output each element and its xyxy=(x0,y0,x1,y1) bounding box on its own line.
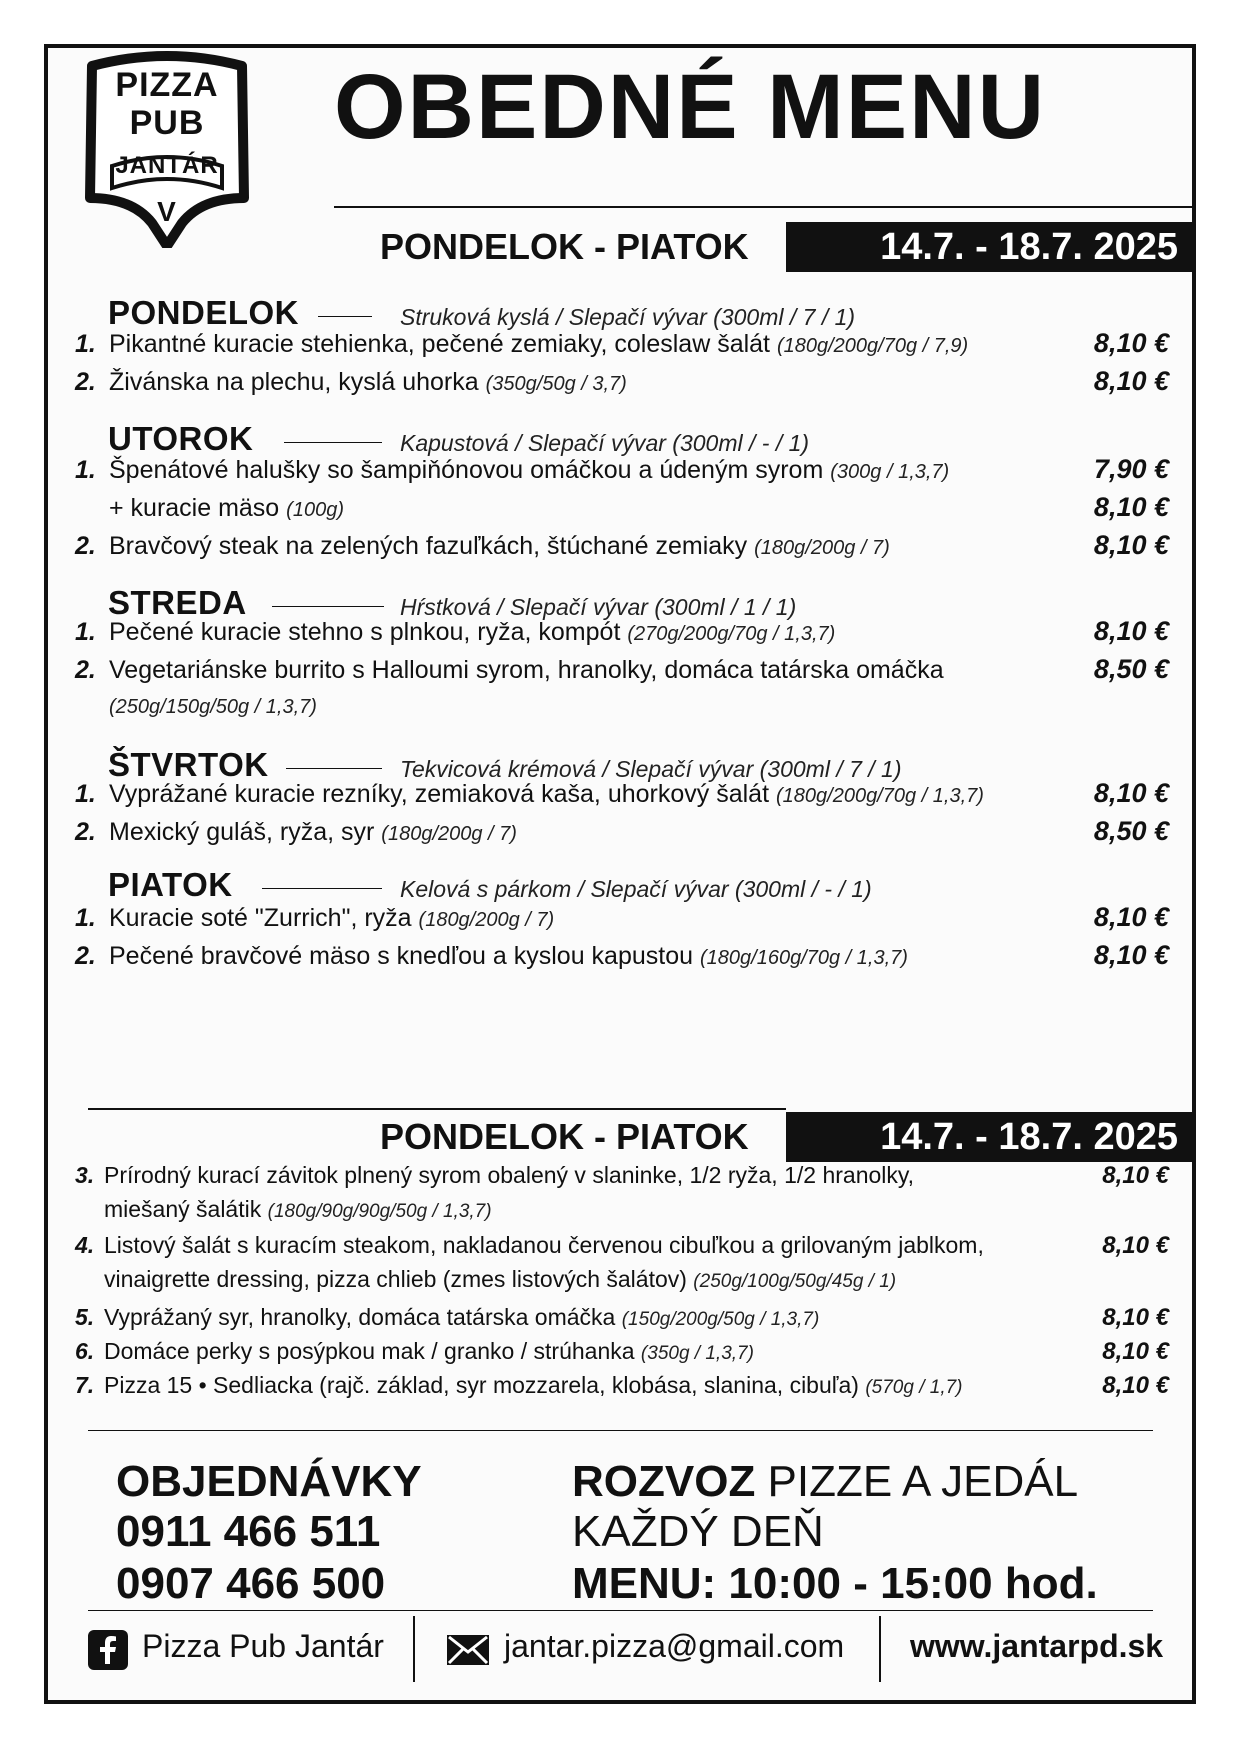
item-number: 2. xyxy=(75,818,96,846)
dish-name xyxy=(109,532,890,561)
dish-price: 8,10 € xyxy=(1102,1162,1169,1189)
dish-name xyxy=(104,1232,984,1259)
dish-name xyxy=(109,942,908,971)
orders-phone-1[interactable]: 0911 466 511 xyxy=(116,1507,381,1556)
dish-name-continued xyxy=(104,1266,896,1293)
delivery-bold: ROZVOZ xyxy=(572,1457,756,1506)
orders-phone-2[interactable]: 0907 466 500 xyxy=(116,1559,386,1608)
delivery-line-2: KAŽDÝ DEŇ xyxy=(572,1507,824,1556)
weekly-range: PONDELOK - PIATOK xyxy=(380,1116,749,1157)
dish-price: 7,90 € xyxy=(1093,454,1169,484)
website-link[interactable]: www.jantarpd.sk xyxy=(910,1628,1164,1664)
dish-title: Bravčový steak na zelených fazuľkách, štúchané zemiaky xyxy=(109,532,748,560)
dish-title: Pečené kuracie stehno s plnkou, ryža, kompót xyxy=(109,618,621,646)
dish-title: Prírodný kurací závitok plnený syrom obalený v slaninke, 1/2 ryža, 1/2 hranolky, xyxy=(104,1162,915,1188)
weekly-dates: 14.7. - 18.7. 2025 xyxy=(786,1112,1196,1162)
dish-title: Listový šalát s kuracím steakom, nakladanou červenou cibuľkou a grilovaným jablkom, xyxy=(104,1232,984,1258)
dish-meta: (180g/200g/70g / 1,3,7) xyxy=(775,785,984,807)
soup-of-the-day: Struková kyslá / Slepačí vývar (300ml / 7 / 1) xyxy=(400,304,856,330)
dish-meta: (350g / 1,3,7) xyxy=(640,1343,754,1364)
facebook-link[interactable]: Pizza Pub Jantár xyxy=(142,1628,384,1664)
dish-meta: (250g/100g/50g/45g / 1) xyxy=(693,1271,897,1292)
soup-of-the-day: Kelová s párkom / Slepačí vývar (300ml / - / 1) xyxy=(400,876,872,902)
pizza-pub-jantar-logo xyxy=(72,48,262,248)
dish-title: Vegetariánske burrito s Halloumi syrom, hranolky, domáca tatárska omáčka xyxy=(109,656,944,684)
day-name: PIATOK xyxy=(108,866,233,903)
dish-price: 8,10 € xyxy=(1102,1372,1169,1399)
item-number: 2. xyxy=(75,942,96,970)
soup-of-the-day: Kapustová / Slepačí vývar (300ml / - / 1) xyxy=(400,430,810,456)
dish-price: 8,10 € xyxy=(1102,1338,1169,1365)
dish-meta: (180g/90g/90g/50g / 1,3,7) xyxy=(267,1201,492,1222)
page-title: OBEDNÉ MENU xyxy=(334,56,1047,158)
dish-price: 8,10 € xyxy=(1102,1304,1169,1331)
item-number: 1. xyxy=(75,618,96,646)
item-number: 5. xyxy=(75,1304,95,1330)
dish-name xyxy=(109,494,344,523)
dish-price: 8,10 € xyxy=(1102,1232,1169,1259)
dish-meta: (180g/200g / 7) xyxy=(381,823,517,845)
delivery-hours: MENU: 10:00 - 15:00 hod. xyxy=(572,1559,1098,1608)
footer-separator-2 xyxy=(879,1616,881,1682)
dish-title: Vyprážaný syr, hranolky, domáca tatárska omáčka xyxy=(104,1304,616,1330)
dish-name xyxy=(109,780,984,809)
dish-price: 8,10 € xyxy=(1093,778,1169,808)
day-separator-line xyxy=(286,768,382,769)
dish-name xyxy=(109,368,627,397)
dish-name xyxy=(104,1304,819,1331)
logo-pub: PUB xyxy=(129,104,205,142)
dish-name xyxy=(104,1162,914,1189)
title-rule xyxy=(334,206,1196,208)
dish-name xyxy=(104,1338,754,1365)
day-separator-line xyxy=(262,888,382,889)
footer-rule xyxy=(88,1610,1153,1611)
dish-price: 8,10 € xyxy=(1093,940,1169,970)
dish-name xyxy=(109,456,949,485)
item-number: 1. xyxy=(75,904,96,932)
dish-meta: (570g / 1,7) xyxy=(865,1377,963,1398)
dish-name xyxy=(104,1372,963,1399)
day-separator-line xyxy=(272,606,384,607)
item-number: 3. xyxy=(75,1162,95,1188)
dish-title: Živánska na plechu, kyslá uhorka xyxy=(109,368,479,396)
item-number: 1. xyxy=(75,330,96,358)
dish-price: 8,10 € xyxy=(1093,616,1169,646)
dish-price: 8,10 € xyxy=(1093,492,1169,522)
dish-title: Pečené bravčové mäso s knedľou a kyslou kapustou xyxy=(109,942,694,970)
item-number: 1. xyxy=(75,780,96,808)
dish-meta: (300g / 1,3,7) xyxy=(830,461,950,483)
dish-name xyxy=(109,818,517,847)
footer-separator-1 xyxy=(413,1616,415,1682)
envelope-icon[interactable] xyxy=(446,1634,490,1671)
delivery-rest: PIZZE A JEDÁL xyxy=(755,1457,1079,1506)
dish-title: Pikantné kuracie stehienka, pečené zemiaky, coleslaw šalát xyxy=(109,330,770,358)
logo-v: V xyxy=(157,196,177,227)
dish-price: 8,10 € xyxy=(1093,328,1169,358)
logo-jantar: JANTÁR xyxy=(115,152,219,179)
item-number: 2. xyxy=(75,368,96,396)
facebook-icon[interactable] xyxy=(88,1630,128,1675)
dish-name xyxy=(109,904,554,933)
dish-title: Pizza 15 • Sedliacka (rajč. základ, syr mozzarela, klobása, slanina, cibuľa) xyxy=(104,1372,859,1398)
dish-title: Vyprážané kuracie rezníky, zemiaková kaša, uhorkový šalát xyxy=(109,780,770,808)
item-number: 2. xyxy=(75,656,96,684)
header-range: PONDELOK - PIATOK xyxy=(380,226,749,267)
dish-name-continued xyxy=(104,1196,492,1223)
dish-meta: (180g/160g/70g / 1,3,7) xyxy=(699,947,908,969)
dish-price: 8,50 € xyxy=(1093,816,1169,846)
dish-meta: (180g/200g / 7) xyxy=(418,909,555,931)
dish-title-continued: miešaný šalátik xyxy=(104,1196,262,1222)
dish-title: Mexický guláš, ryža, syr xyxy=(109,818,375,846)
dish-title: Špenátové halušky so šampiňónovou omáčkou a údeným syrom xyxy=(109,456,824,484)
dish-price: 8,10 € xyxy=(1093,530,1169,560)
dish-title: Kuracie soté "Zurrich", ryža xyxy=(109,904,412,932)
weekly-rule xyxy=(88,1108,786,1110)
dish-name xyxy=(109,618,835,647)
dish-price: 8,10 € xyxy=(1093,366,1169,396)
dish-meta: (180g/200g / 7) xyxy=(754,537,890,559)
dish-name xyxy=(109,330,968,359)
email-link[interactable]: jantar.pizza@gmail.com xyxy=(504,1628,845,1664)
dish-meta: (100g) xyxy=(286,499,344,521)
day-name: UTOROK xyxy=(108,420,254,457)
day-name: ŠTVRTOK xyxy=(108,746,269,783)
contact-rule xyxy=(88,1430,1153,1431)
dish-meta: (180g/200g/70g / 7,9) xyxy=(776,335,969,357)
header-dates: 14.7. - 18.7. 2025 xyxy=(786,222,1196,272)
item-number: 4. xyxy=(75,1232,95,1258)
soup-of-the-day: Hŕstková / Slepačí vývar (300ml / 1 / 1) xyxy=(400,594,797,620)
day-name: PONDELOK xyxy=(108,294,300,331)
item-number: 7. xyxy=(75,1372,95,1398)
dish-name xyxy=(109,656,944,685)
dish-title-continued: vinaigrette dressing, pizza chlieb (zmes listových šalátov) xyxy=(104,1266,687,1292)
item-number: 1. xyxy=(75,456,96,484)
dish-meta: (150g/200g/50g / 1,3,7) xyxy=(621,1309,820,1330)
dish-title: + kuracie mäso xyxy=(109,494,280,522)
day-name: STREDA xyxy=(108,584,247,621)
day-separator-line xyxy=(284,442,382,443)
day-separator-line xyxy=(318,316,372,317)
dish-price: 8,50 € xyxy=(1093,654,1169,684)
orders-label: OBJEDNÁVKY xyxy=(116,1457,422,1506)
dish-price: 8,10 € xyxy=(1093,902,1169,932)
soup-of-the-day: Tekvicová krémová / Slepačí vývar (300ml / 7 / 1) xyxy=(400,756,902,782)
dish-meta: (270g/200g/70g / 1,3,7) xyxy=(627,623,836,645)
dish-meta: (250g/150g/50g / 1,3,7) xyxy=(109,696,317,718)
item-number: 2. xyxy=(75,532,96,560)
logo-pizza: PIZZA xyxy=(115,66,219,104)
dish-title: Domáce perky s posýpkou mak / granko / strúhanka xyxy=(104,1338,635,1364)
item-number: 6. xyxy=(75,1338,95,1364)
delivery-line-1 xyxy=(572,1456,1078,1508)
dish-meta: (350g/50g / 3,7) xyxy=(485,373,627,395)
